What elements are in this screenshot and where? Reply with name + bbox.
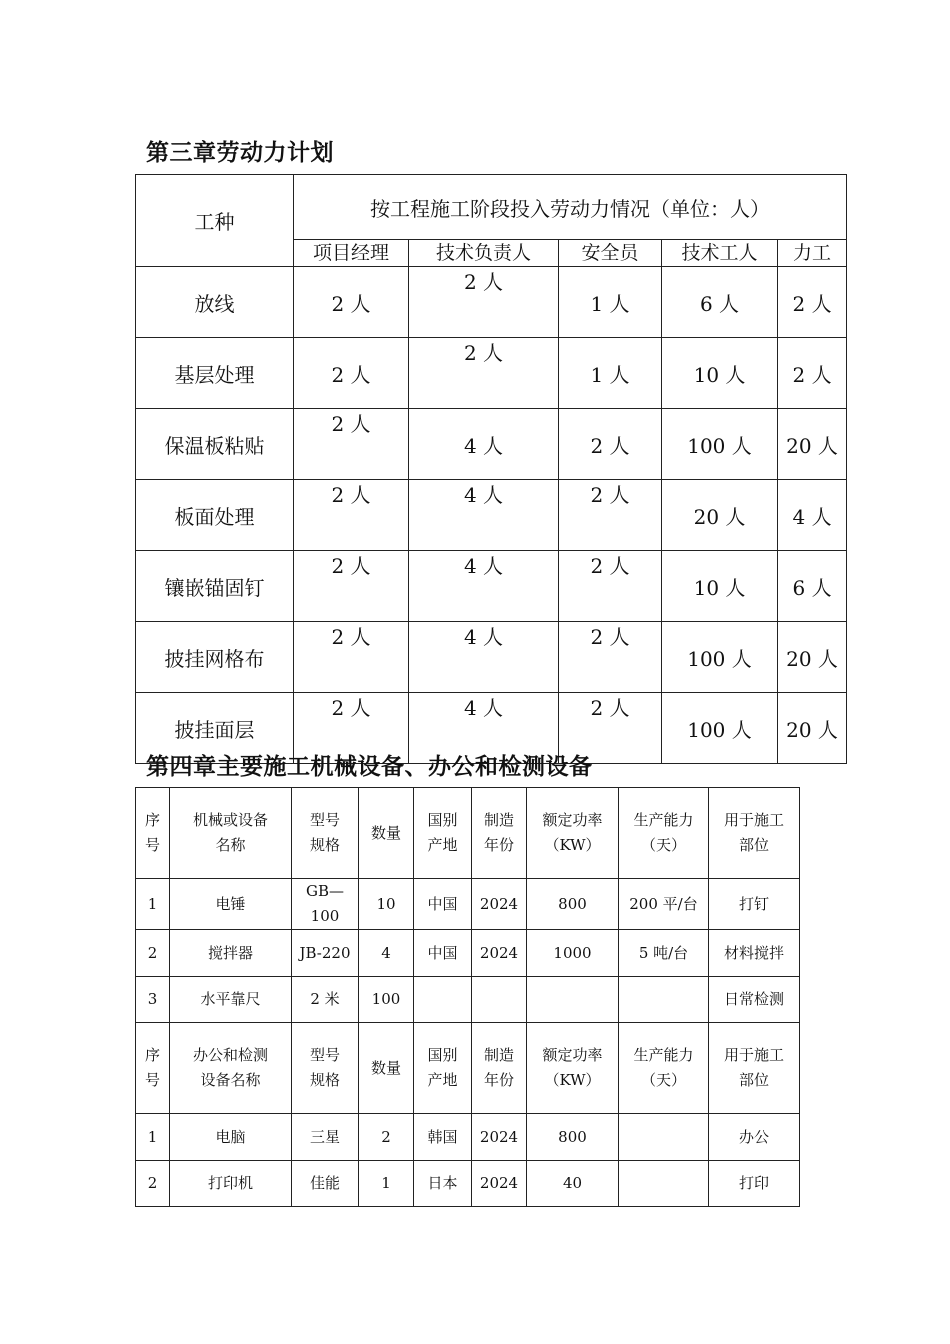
trade-name: 披挂网格布 [136, 622, 294, 693]
column-header: 力工 [778, 240, 847, 267]
table-cell: 4 人 [409, 480, 559, 551]
table-cell: 1 [359, 1161, 414, 1207]
header-row [136, 788, 800, 879]
table-cell: 1000 [527, 930, 619, 977]
table-cell: 10 人 [662, 338, 778, 409]
table-cell: 2 人 [559, 622, 662, 693]
table-cell: 打钉 [709, 879, 800, 930]
trade-name: 放线 [136, 267, 294, 338]
table-cell: 2 人 [559, 409, 662, 480]
trade-name: 披挂面层 [136, 693, 294, 764]
table-cell: 韩国 [414, 1114, 472, 1161]
header-cell: 序 号 [136, 788, 170, 879]
table-cell [619, 1161, 709, 1207]
header-cell: 用于施工 部位 [709, 1023, 800, 1114]
table-cell: 1 人 [559, 338, 662, 409]
table-cell: 办公 [709, 1114, 800, 1161]
table-cell: 2024 [472, 879, 527, 930]
table-cell: 2 人 [294, 409, 409, 480]
table-cell: 2 [136, 1161, 170, 1207]
table-cell: 材料搅拌 [709, 930, 800, 977]
table-row [136, 409, 847, 480]
table-cell: 4 人 [409, 409, 559, 480]
table-cell: 2 人 [294, 622, 409, 693]
trade-name: 镶嵌锚固钉 [136, 551, 294, 622]
table-cell: 2 [359, 1114, 414, 1161]
table-cell: 2 人 [294, 480, 409, 551]
chapter4-title: 第四章主要施工机械设备、办公和检测设备 [146, 754, 593, 780]
table-cell [414, 977, 472, 1023]
table-cell: 2024 [472, 1114, 527, 1161]
header-cell: 制造 年份 [472, 1023, 527, 1114]
table-cell [619, 1114, 709, 1161]
header-cell: 用于施工 部位 [709, 788, 800, 879]
table-cell: 2 人 [559, 480, 662, 551]
table-row [136, 1161, 800, 1207]
header-cell: 生产能力 （天） [619, 788, 709, 879]
column-header: 安全员 [559, 240, 662, 267]
table-cell: 100 人 [662, 622, 778, 693]
column-header: 技术工人 [662, 240, 778, 267]
table-cell: 1 [136, 1114, 170, 1161]
table-cell [472, 977, 527, 1023]
trade-name: 基层处理 [136, 338, 294, 409]
table-cell: 日本 [414, 1161, 472, 1207]
table-row [136, 267, 847, 338]
table-row [136, 622, 847, 693]
table-cell: 20 人 [778, 622, 847, 693]
table-row [136, 480, 847, 551]
table-cell: 中国 [414, 930, 472, 977]
table-cell: 打印 [709, 1161, 800, 1207]
trade-name: 板面处理 [136, 480, 294, 551]
header-cell: 型号 规格 [292, 1023, 359, 1114]
table-row [136, 338, 847, 409]
chapter3-title: 第三章劳动力计划 [146, 140, 334, 166]
header-cell: 数量 [359, 1023, 414, 1114]
table-cell: 800 [527, 1114, 619, 1161]
header-cell: 制造 年份 [472, 788, 527, 879]
table-cell: 日常检测 [709, 977, 800, 1023]
table-cell: 4 人 [409, 693, 559, 764]
table-cell: 100 [359, 977, 414, 1023]
table-cell [619, 977, 709, 1023]
table-cell: 2 人 [294, 693, 409, 764]
table-cell: 100 人 [662, 409, 778, 480]
header-cell: 额定功率 （KW） [527, 788, 619, 879]
labor-plan-table [135, 174, 847, 764]
table-cell: 20 人 [778, 409, 847, 480]
table-row [136, 879, 800, 930]
header-cell: 机械或设备 名称 [170, 788, 292, 879]
table-cell: 打印机 [170, 1161, 292, 1207]
table-cell: 4 人 [409, 551, 559, 622]
table-cell: JB-220 [292, 930, 359, 977]
row-header-cell: 工种 [136, 175, 294, 267]
table-cell: 2 人 [294, 267, 409, 338]
table-cell: 6 人 [778, 551, 847, 622]
table-cell [527, 977, 619, 1023]
table-cell: 40 [527, 1161, 619, 1207]
table-row [136, 1114, 800, 1161]
table-cell: 2024 [472, 1161, 527, 1207]
table-cell: 4 [359, 930, 414, 977]
header-cell: 型号 规格 [292, 788, 359, 879]
table-cell: 2 人 [409, 267, 559, 338]
header-cell: 额定功率 （KW） [527, 1023, 619, 1114]
table-cell: 1 [136, 879, 170, 930]
header-row [136, 1023, 800, 1114]
table-cell: 水平靠尺 [170, 977, 292, 1023]
table-cell: 1 人 [559, 267, 662, 338]
table-cell: GB— 100 [292, 879, 359, 930]
table-row [136, 977, 800, 1023]
header-cell: 数量 [359, 788, 414, 879]
equipment-table [135, 787, 800, 1207]
column-header: 技术负责人 [409, 240, 559, 267]
table-cell: 5 吨/台 [619, 930, 709, 977]
table-cell: 800 [527, 879, 619, 930]
table-cell: 200 平/台 [619, 879, 709, 930]
table-cell: 2 人 [409, 338, 559, 409]
table-cell: 三星 [292, 1114, 359, 1161]
table-row [136, 551, 847, 622]
table-cell: 电锤 [170, 879, 292, 930]
table-row [136, 930, 800, 977]
table-cell: 2 [136, 930, 170, 977]
trade-name: 保温板粘贴 [136, 409, 294, 480]
table-cell: 2 人 [778, 338, 847, 409]
table-cell: 2 人 [559, 693, 662, 764]
header-cell: 序 号 [136, 1023, 170, 1114]
table-cell: 中国 [414, 879, 472, 930]
table-cell: 100 人 [662, 693, 778, 764]
header-cell: 国别 产地 [414, 788, 472, 879]
table-cell: 20 人 [662, 480, 778, 551]
group-header-cell: 按工程施工阶段投入劳动力情况（单位：人） [294, 175, 847, 240]
table-cell: 搅拌器 [170, 930, 292, 977]
table-cell: 2 人 [778, 267, 847, 338]
table-cell: 20 人 [778, 693, 847, 764]
table-cell: 10 人 [662, 551, 778, 622]
header-cell: 国别 产地 [414, 1023, 472, 1114]
table-cell: 2 人 [559, 551, 662, 622]
table-cell: 2 人 [294, 338, 409, 409]
table-cell: 2 米 [292, 977, 359, 1023]
table-cell: 4 人 [409, 622, 559, 693]
table-cell: 佳能 [292, 1161, 359, 1207]
table-cell: 2 人 [294, 551, 409, 622]
table-cell: 4 人 [778, 480, 847, 551]
table-cell: 3 [136, 977, 170, 1023]
header-cell: 生产能力 （天） [619, 1023, 709, 1114]
header-cell: 办公和检测 设备名称 [170, 1023, 292, 1114]
column-header: 项目经理 [294, 240, 409, 267]
table-cell: 10 [359, 879, 414, 930]
table-cell: 6 人 [662, 267, 778, 338]
table-cell: 2024 [472, 930, 527, 977]
table-cell: 电脑 [170, 1114, 292, 1161]
